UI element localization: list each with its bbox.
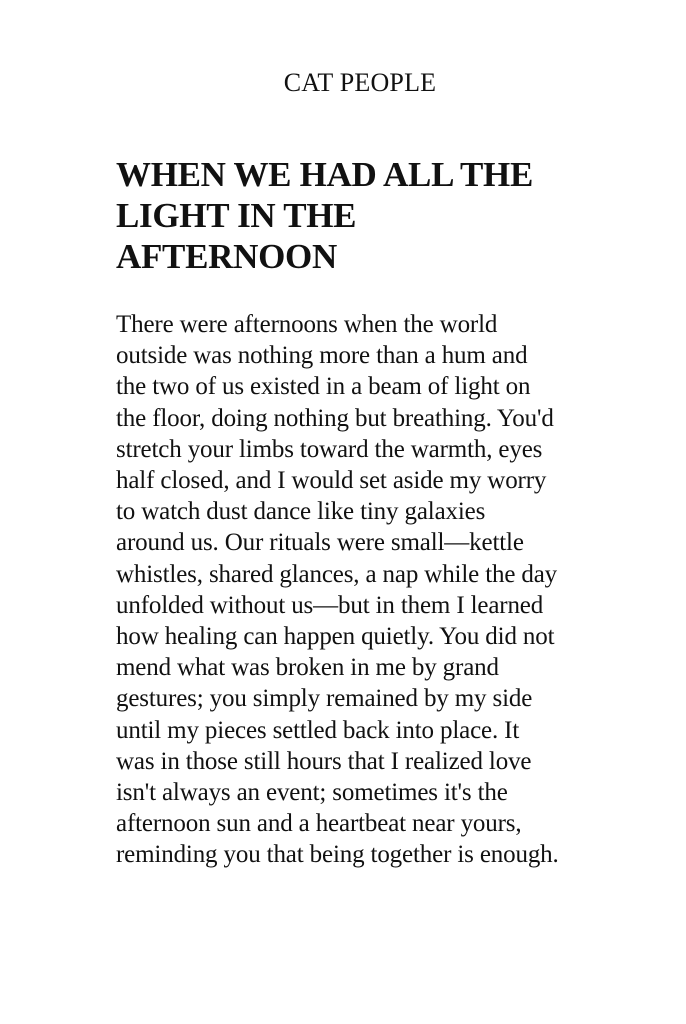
text-line: to watch dust dance like tiny galaxies	[116, 498, 486, 526]
text-line: how healing can happen quietly. You did not	[116, 623, 555, 651]
text-line: gestures; you simply remained by my side	[116, 685, 533, 713]
text-line: outside was nothing more than a hum and	[116, 342, 528, 370]
text-line: mend what was broken in me by grand	[116, 654, 499, 682]
text-line: There were afternoons when the world	[116, 311, 498, 338]
running-header: CAT PEOPLE	[283, 68, 437, 97]
chapter-title-line: AFTERNOON	[116, 237, 337, 276]
text-line: around us. Our rituals were small—kettle	[116, 529, 524, 557]
text-line: reminding you that being together is enough.	[116, 841, 559, 869]
text-line: was in those still hours that I realized love	[116, 747, 532, 775]
text-line: half closed, and I would set aside my worry	[116, 467, 547, 495]
text-line: whistles, shared glances, a nap while the day	[116, 560, 558, 588]
body-paragraph	[116, 309, 676, 871]
chapter-title-line: WHEN WE HAD ALL THE	[116, 155, 534, 194]
chapter-title-line: LIGHT IN THE	[116, 196, 357, 235]
text-line: until my pieces settled back into place. It	[116, 716, 520, 744]
chapter-title	[116, 154, 656, 277]
text-line: isn't always an event; sometimes it's the	[116, 779, 508, 807]
text-line: the two of us existed in a beam of light on	[116, 373, 531, 401]
text-line: unfolded without us—but in them I learned	[116, 591, 544, 619]
text-line: stretch your limbs toward the warmth, eyes	[116, 435, 543, 463]
text-line: afternoon sun and a heartbeat near yours,	[116, 810, 522, 838]
text-line: the floor, doing nothing but breathing. You'd	[116, 404, 554, 432]
